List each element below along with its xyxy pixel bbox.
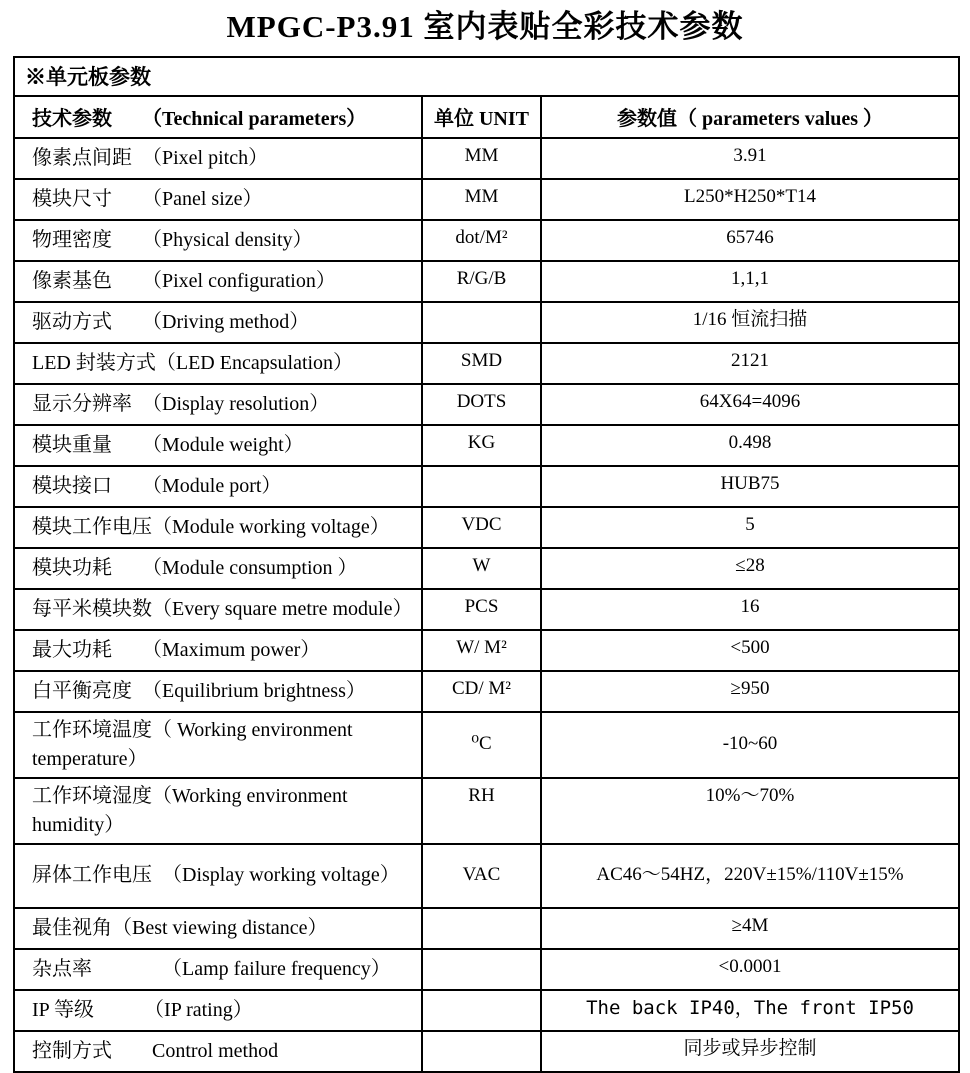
value-cell: 1/16 恒流扫描 [541, 302, 959, 343]
value-cell: HUB75 [541, 466, 959, 507]
param-label: 杂点率 （Lamp failure frequency） [14, 949, 422, 990]
param-label: 工作环境湿度（Working environment humidity） [14, 778, 422, 844]
param-label: IP 等级 （IP rating） [14, 990, 422, 1031]
page-title: MPGC-P3.91 室内表贴全彩技术参数 [226, 9, 744, 44]
value-cell: 5 [541, 507, 959, 548]
section-header: ※单元板参数 [14, 57, 959, 96]
col-header-parameter-values: 参数值（ parameters values ） [541, 96, 959, 138]
value-cell: 同步或异步控制 [541, 1031, 959, 1072]
value-cell: 64X64=4096 [541, 384, 959, 425]
unit-cell: dot/M² [422, 220, 541, 261]
col-header-technical-parameters: 技术参数 （Technical parameters） [14, 96, 422, 138]
param-label: 每平米模块数（Every square metre module） [14, 589, 422, 630]
param-label: 白平衡亮度 （Equilibrium brightness） [14, 671, 422, 712]
param-label: 工作环境温度（ Working environment temperature） [14, 712, 422, 778]
table-row [14, 302, 959, 343]
unit-cell: W [422, 548, 541, 589]
unit-cell: VAC [422, 844, 541, 908]
value-cell: ≥4M [541, 908, 959, 949]
value-cell: 2121 [541, 343, 959, 384]
param-label: 像素基色 （Pixel configuration） [14, 261, 422, 302]
unit-cell: PCS [422, 589, 541, 630]
param-label: 物理密度 （Physical density） [14, 220, 422, 261]
value-cell: 10%～70% [541, 778, 959, 844]
param-label: 显示分辨率 （Display resolution） [14, 384, 422, 425]
table-row [14, 343, 959, 384]
table-row [14, 138, 959, 179]
table-row [14, 778, 959, 844]
value-cell: -10~60 [541, 712, 959, 778]
section-header-row [14, 57, 959, 96]
unit-cell: VDC [422, 507, 541, 548]
column-header-row [14, 96, 959, 138]
table-row [14, 712, 959, 778]
value-cell: <0.0001 [541, 949, 959, 990]
value-cell: <500 [541, 630, 959, 671]
unit-cell: ⁰C [422, 712, 541, 778]
table-row [14, 507, 959, 548]
unit-cell [422, 466, 541, 507]
unit-cell: W/ M² [422, 630, 541, 671]
param-label: 最佳视角（Best viewing distance） [14, 908, 422, 949]
unit-cell: MM [422, 179, 541, 220]
table-row [14, 179, 959, 220]
unit-cell: DOTS [422, 384, 541, 425]
param-label: 模块工作电压（Module working voltage） [14, 507, 422, 548]
value-cell: ≤28 [541, 548, 959, 589]
value-cell: The back IP40，The front IP50 [541, 990, 959, 1031]
table-row [14, 466, 959, 507]
value-cell: 1,1,1 [541, 261, 959, 302]
params-table-body [14, 138, 959, 1072]
param-label: 驱动方式 （Driving method） [14, 302, 422, 343]
value-cell: L250*H250*T14 [541, 179, 959, 220]
unit-cell: CD/ M² [422, 671, 541, 712]
table-row [14, 220, 959, 261]
table-row [14, 908, 959, 949]
unit-cell: SMD [422, 343, 541, 384]
value-cell: 0.498 [541, 425, 959, 466]
unit-cell [422, 302, 541, 343]
unit-cell: MM [422, 138, 541, 179]
table-row [14, 384, 959, 425]
param-label: 模块接口 （Module port） [14, 466, 422, 507]
param-label: 控制方式 Control method [14, 1031, 422, 1072]
param-label: 模块功耗 （Module consumption ） [14, 548, 422, 589]
table-row [14, 949, 959, 990]
value-cell: 65746 [541, 220, 959, 261]
table-row [14, 425, 959, 466]
value-cell: ≥950 [541, 671, 959, 712]
value-cell: 3.91 [541, 138, 959, 179]
value-cell: 16 [541, 589, 959, 630]
unit-cell: KG [422, 425, 541, 466]
unit-cell [422, 990, 541, 1031]
value-cell: AC46～54HZ，220V±15%/110V±15% [541, 844, 959, 908]
parameters-table [13, 56, 960, 1073]
param-label: 模块重量 （Module weight） [14, 425, 422, 466]
table-row [14, 589, 959, 630]
unit-cell [422, 949, 541, 990]
col-header-unit: 单位 UNIT [422, 96, 541, 138]
unit-cell [422, 1031, 541, 1072]
table-row [14, 990, 959, 1031]
param-label: 最大功耗 （Maximum power） [14, 630, 422, 671]
table-row [14, 1031, 959, 1072]
table-row [14, 671, 959, 712]
table-row [14, 844, 959, 908]
unit-cell: R/G/B [422, 261, 541, 302]
param-label: 模块尺寸 （Panel size） [14, 179, 422, 220]
table-row [14, 548, 959, 589]
table-row [14, 261, 959, 302]
table-row [14, 630, 959, 671]
unit-cell [422, 908, 541, 949]
param-label: 像素点间距 （Pixel pitch） [14, 138, 422, 179]
param-label: 屏体工作电压 （Display working voltage） [14, 844, 422, 908]
param-label: LED 封装方式（LED Encapsulation） [14, 343, 422, 384]
unit-cell: RH [422, 778, 541, 844]
